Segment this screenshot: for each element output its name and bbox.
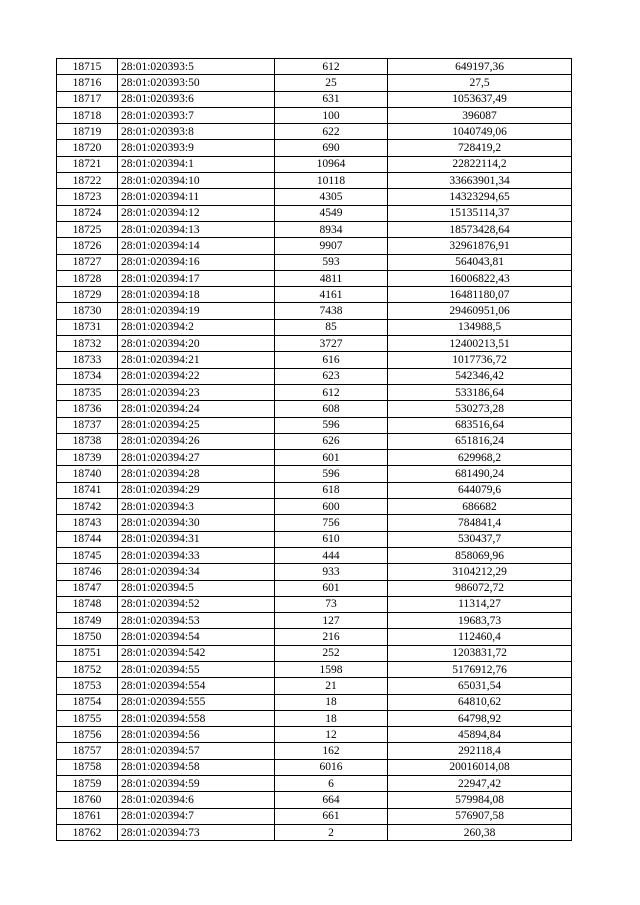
row-number-cell: 18760	[57, 792, 118, 808]
area-cell: 618	[275, 482, 388, 498]
row-number-cell: 18742	[57, 499, 118, 515]
table-row	[57, 661, 572, 677]
row-number-cell: 18717	[57, 91, 118, 107]
row-number-cell: 18745	[57, 547, 118, 563]
table-row	[57, 336, 572, 352]
cadastral-number-cell: 28:01:020393:50	[118, 75, 275, 91]
table-row	[57, 156, 572, 172]
row-number-cell: 18753	[57, 678, 118, 694]
area-cell: 623	[275, 368, 388, 384]
cadastral-number-cell: 28:01:020394:554	[118, 678, 275, 694]
value-cell: 986072,72	[388, 580, 572, 596]
cadastral-number-cell: 28:01:020394:58	[118, 759, 275, 775]
cadastral-number-cell: 28:01:020394:5	[118, 580, 275, 596]
value-cell: 530437,7	[388, 531, 572, 547]
value-cell: 576907,58	[388, 808, 572, 824]
table-row	[57, 124, 572, 140]
table-row	[57, 59, 572, 75]
value-cell: 65031,54	[388, 678, 572, 694]
row-number-cell: 18741	[57, 482, 118, 498]
cadastral-number-cell: 28:01:020393:8	[118, 124, 275, 140]
table-row	[57, 531, 572, 547]
value-cell: 45894,84	[388, 727, 572, 743]
table-row	[57, 808, 572, 824]
area-cell: 73	[275, 596, 388, 612]
value-cell: 564043,81	[388, 254, 572, 270]
row-number-cell: 18738	[57, 433, 118, 449]
table-row	[57, 368, 572, 384]
area-cell: 608	[275, 401, 388, 417]
cadastral-number-cell: 28:01:020394:31	[118, 531, 275, 547]
area-cell: 21	[275, 678, 388, 694]
cadastral-number-cell: 28:01:020394:29	[118, 482, 275, 498]
area-cell: 10118	[275, 173, 388, 189]
table-row	[57, 75, 572, 91]
value-cell: 16006822,43	[388, 270, 572, 286]
cadastral-number-cell: 28:01:020394:7	[118, 808, 275, 824]
value-cell: 533186,64	[388, 384, 572, 400]
table-row	[57, 596, 572, 612]
value-cell: 629968,2	[388, 450, 572, 466]
value-cell: 64810,62	[388, 694, 572, 710]
value-cell: 260,38	[388, 824, 572, 840]
value-cell: 29460951,06	[388, 303, 572, 319]
table-row	[57, 629, 572, 645]
row-number-cell: 18743	[57, 515, 118, 531]
value-cell: 3104212,29	[388, 564, 572, 580]
row-number-cell: 18756	[57, 727, 118, 743]
value-cell: 686682	[388, 499, 572, 515]
table-row	[57, 384, 572, 400]
area-cell: 4549	[275, 205, 388, 221]
value-cell: 542346,42	[388, 368, 572, 384]
cadastral-number-cell: 28:01:020394:12	[118, 205, 275, 221]
value-cell: 134988,5	[388, 319, 572, 335]
value-cell: 16481180,07	[388, 287, 572, 303]
cadastral-number-cell: 28:01:020394:54	[118, 629, 275, 645]
table-row	[57, 482, 572, 498]
table-row	[57, 792, 572, 808]
table-row	[57, 205, 572, 221]
row-number-cell: 18752	[57, 661, 118, 677]
area-cell: 596	[275, 466, 388, 482]
table-row	[57, 189, 572, 205]
value-cell: 1017736,72	[388, 352, 572, 368]
area-cell: 9907	[275, 238, 388, 254]
cadastral-number-cell: 28:01:020393:7	[118, 107, 275, 123]
area-cell: 593	[275, 254, 388, 270]
value-cell: 292118,4	[388, 743, 572, 759]
table-row	[57, 91, 572, 107]
value-cell: 33663901,34	[388, 173, 572, 189]
cadastral-number-cell: 28:01:020394:16	[118, 254, 275, 270]
value-cell: 18573428,64	[388, 221, 572, 237]
row-number-cell: 18755	[57, 710, 118, 726]
value-cell: 644079,6	[388, 482, 572, 498]
row-number-cell: 18727	[57, 254, 118, 270]
row-number-cell: 18724	[57, 205, 118, 221]
row-number-cell: 18734	[57, 368, 118, 384]
row-number-cell: 18747	[57, 580, 118, 596]
row-number-cell: 18728	[57, 270, 118, 286]
area-cell: 626	[275, 433, 388, 449]
area-cell: 2	[275, 824, 388, 840]
area-cell: 6	[275, 776, 388, 792]
area-cell: 7438	[275, 303, 388, 319]
table-row	[57, 401, 572, 417]
area-cell: 25	[275, 75, 388, 91]
area-cell: 601	[275, 450, 388, 466]
area-cell: 1598	[275, 661, 388, 677]
table-row	[57, 710, 572, 726]
cadastral-number-cell: 28:01:020394:1	[118, 156, 275, 172]
cadastral-number-cell: 28:01:020393:6	[118, 91, 275, 107]
area-cell: 612	[275, 59, 388, 75]
table-row	[57, 547, 572, 563]
value-cell: 784841,4	[388, 515, 572, 531]
area-cell: 612	[275, 384, 388, 400]
cadastral-number-cell: 28:01:020394:27	[118, 450, 275, 466]
row-number-cell: 18733	[57, 352, 118, 368]
row-number-cell: 18757	[57, 743, 118, 759]
area-cell: 10964	[275, 156, 388, 172]
row-number-cell: 18751	[57, 645, 118, 661]
cadastral-number-cell: 28:01:020394:73	[118, 824, 275, 840]
value-cell: 15135114,37	[388, 205, 572, 221]
area-cell: 933	[275, 564, 388, 580]
table-row	[57, 564, 572, 580]
area-cell: 127	[275, 613, 388, 629]
area-cell: 596	[275, 417, 388, 433]
area-cell: 631	[275, 91, 388, 107]
cadastral-number-cell: 28:01:020394:21	[118, 352, 275, 368]
value-cell: 27,5	[388, 75, 572, 91]
table-row	[57, 433, 572, 449]
area-cell: 18	[275, 710, 388, 726]
row-number-cell: 18737	[57, 417, 118, 433]
cadastral-number-cell: 28:01:020394:56	[118, 727, 275, 743]
area-cell: 85	[275, 319, 388, 335]
row-number-cell: 18730	[57, 303, 118, 319]
table-row	[57, 499, 572, 515]
cadastral-number-cell: 28:01:020394:25	[118, 417, 275, 433]
cadastral-number-cell: 28:01:020394:18	[118, 287, 275, 303]
value-cell: 1040749,06	[388, 124, 572, 140]
row-number-cell: 18723	[57, 189, 118, 205]
row-number-cell: 18759	[57, 776, 118, 792]
cadastral-number-cell: 28:01:020394:59	[118, 776, 275, 792]
area-cell: 252	[275, 645, 388, 661]
cadastral-number-cell: 28:01:020394:2	[118, 319, 275, 335]
row-number-cell: 18739	[57, 450, 118, 466]
table-row	[57, 352, 572, 368]
row-number-cell: 18722	[57, 173, 118, 189]
area-cell: 601	[275, 580, 388, 596]
table-row	[57, 303, 572, 319]
parcel-table-body	[57, 59, 572, 841]
cadastral-number-cell: 28:01:020394:22	[118, 368, 275, 384]
table-row	[57, 694, 572, 710]
table-row	[57, 173, 572, 189]
area-cell: 4161	[275, 287, 388, 303]
cadastral-number-cell: 28:01:020394:20	[118, 336, 275, 352]
table-row	[57, 645, 572, 661]
table-row	[57, 515, 572, 531]
value-cell: 649197,36	[388, 59, 572, 75]
row-number-cell: 18750	[57, 629, 118, 645]
table-row	[57, 613, 572, 629]
area-cell: 4811	[275, 270, 388, 286]
table-row	[57, 450, 572, 466]
value-cell: 651816,24	[388, 433, 572, 449]
table-row	[57, 678, 572, 694]
area-cell: 616	[275, 352, 388, 368]
value-cell: 1203831,72	[388, 645, 572, 661]
table-row	[57, 287, 572, 303]
area-cell: 12	[275, 727, 388, 743]
area-cell: 18	[275, 694, 388, 710]
row-number-cell: 18762	[57, 824, 118, 840]
row-number-cell: 18716	[57, 75, 118, 91]
row-number-cell: 18726	[57, 238, 118, 254]
area-cell: 3727	[275, 336, 388, 352]
value-cell: 12400213,51	[388, 336, 572, 352]
row-number-cell: 18715	[57, 59, 118, 75]
cadastral-number-cell: 28:01:020394:52	[118, 596, 275, 612]
value-cell: 64798,92	[388, 710, 572, 726]
cadastral-number-cell: 28:01:020394:23	[118, 384, 275, 400]
table-row	[57, 824, 572, 840]
table-row	[57, 221, 572, 237]
value-cell: 579984,08	[388, 792, 572, 808]
cadastral-number-cell: 28:01:020394:10	[118, 173, 275, 189]
table-row	[57, 417, 572, 433]
table-row	[57, 140, 572, 156]
table-row	[57, 466, 572, 482]
row-number-cell: 18746	[57, 564, 118, 580]
cadastral-number-cell: 28:01:020394:3	[118, 499, 275, 515]
area-cell: 100	[275, 107, 388, 123]
row-number-cell: 18758	[57, 759, 118, 775]
cadastral-number-cell: 28:01:020394:17	[118, 270, 275, 286]
row-number-cell: 18748	[57, 596, 118, 612]
value-cell: 32961876,91	[388, 238, 572, 254]
cadastral-number-cell: 28:01:020394:6	[118, 792, 275, 808]
cadastral-number-cell: 28:01:020394:57	[118, 743, 275, 759]
row-number-cell: 18719	[57, 124, 118, 140]
area-cell: 690	[275, 140, 388, 156]
area-cell: 4305	[275, 189, 388, 205]
row-number-cell: 18721	[57, 156, 118, 172]
row-number-cell: 18732	[57, 336, 118, 352]
area-cell: 661	[275, 808, 388, 824]
value-cell: 396087	[388, 107, 572, 123]
area-cell: 8934	[275, 221, 388, 237]
value-cell: 1053637,49	[388, 91, 572, 107]
cadastral-number-cell: 28:01:020394:11	[118, 189, 275, 205]
cadastral-number-cell: 28:01:020393:5	[118, 59, 275, 75]
value-cell: 858069,96	[388, 547, 572, 563]
value-cell: 5176912,76	[388, 661, 572, 677]
table-row	[57, 254, 572, 270]
row-number-cell: 18736	[57, 401, 118, 417]
value-cell: 530273,28	[388, 401, 572, 417]
area-cell: 600	[275, 499, 388, 515]
row-number-cell: 18725	[57, 221, 118, 237]
table-row	[57, 238, 572, 254]
cadastral-number-cell: 28:01:020394:30	[118, 515, 275, 531]
value-cell: 20016014,08	[388, 759, 572, 775]
cadastral-number-cell: 28:01:020394:33	[118, 547, 275, 563]
value-cell: 681490,24	[388, 466, 572, 482]
cadastral-number-cell: 28:01:020394:55	[118, 661, 275, 677]
row-number-cell: 18731	[57, 319, 118, 335]
row-number-cell: 18740	[57, 466, 118, 482]
cadastral-number-cell: 28:01:020394:28	[118, 466, 275, 482]
table-row	[57, 319, 572, 335]
value-cell: 22947,42	[388, 776, 572, 792]
table-row	[57, 743, 572, 759]
value-cell: 728419,2	[388, 140, 572, 156]
value-cell: 14323294,65	[388, 189, 572, 205]
table-row	[57, 270, 572, 286]
row-number-cell: 18735	[57, 384, 118, 400]
cadastral-number-cell: 28:01:020394:53	[118, 613, 275, 629]
area-cell: 444	[275, 547, 388, 563]
value-cell: 683516,64	[388, 417, 572, 433]
value-cell: 11314,27	[388, 596, 572, 612]
row-number-cell: 18749	[57, 613, 118, 629]
area-cell: 622	[275, 124, 388, 140]
value-cell: 112460,4	[388, 629, 572, 645]
value-cell: 22822114,2	[388, 156, 572, 172]
cadastral-number-cell: 28:01:020394:14	[118, 238, 275, 254]
row-number-cell: 18761	[57, 808, 118, 824]
cadastral-number-cell: 28:01:020393:9	[118, 140, 275, 156]
cadastral-number-cell: 28:01:020394:24	[118, 401, 275, 417]
cadastral-number-cell: 28:01:020394:542	[118, 645, 275, 661]
cadastral-number-cell: 28:01:020394:13	[118, 221, 275, 237]
table-row	[57, 759, 572, 775]
row-number-cell: 18720	[57, 140, 118, 156]
table-row	[57, 107, 572, 123]
cadastral-number-cell: 28:01:020394:558	[118, 710, 275, 726]
table-row	[57, 776, 572, 792]
table-row	[57, 580, 572, 596]
row-number-cell: 18718	[57, 107, 118, 123]
area-cell: 756	[275, 515, 388, 531]
area-cell: 216	[275, 629, 388, 645]
row-number-cell: 18729	[57, 287, 118, 303]
area-cell: 6016	[275, 759, 388, 775]
table-row	[57, 727, 572, 743]
cadastral-number-cell: 28:01:020394:555	[118, 694, 275, 710]
area-cell: 664	[275, 792, 388, 808]
cadastral-number-cell: 28:01:020394:34	[118, 564, 275, 580]
area-cell: 162	[275, 743, 388, 759]
cadastral-number-cell: 28:01:020394:19	[118, 303, 275, 319]
cadastral-number-cell: 28:01:020394:26	[118, 433, 275, 449]
parcel-table	[56, 58, 572, 841]
row-number-cell: 18754	[57, 694, 118, 710]
area-cell: 610	[275, 531, 388, 547]
row-number-cell: 18744	[57, 531, 118, 547]
value-cell: 19683,73	[388, 613, 572, 629]
